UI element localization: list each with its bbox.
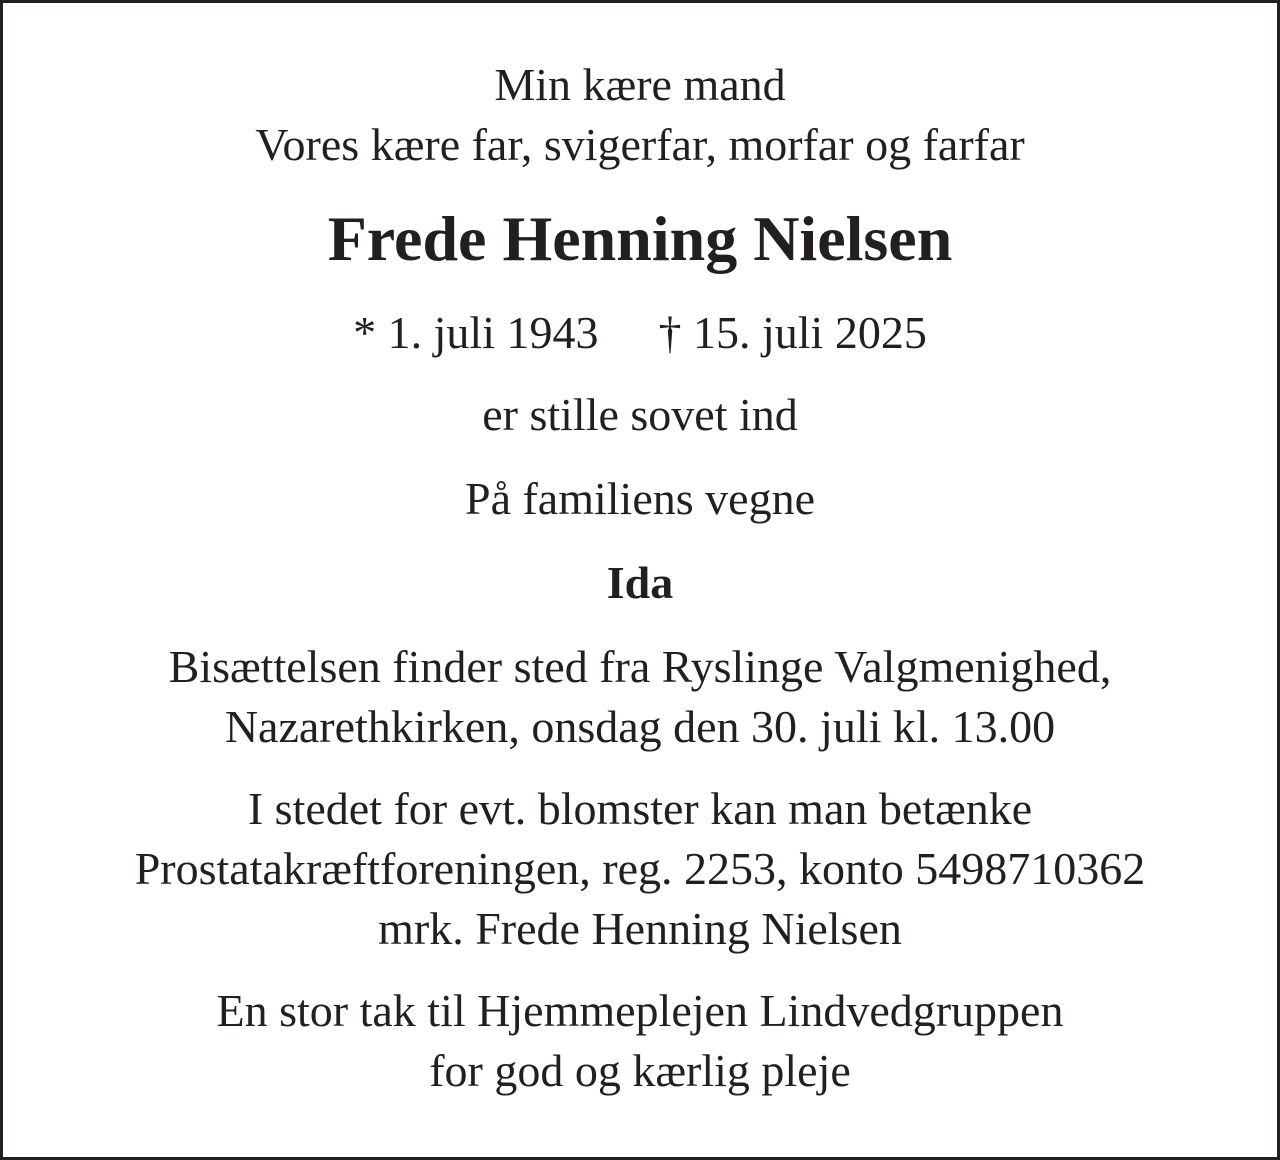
life-dates [3, 303, 1277, 363]
signer-name: Ida [606, 557, 674, 608]
thanks-line-1: En stor tak til Hjemmeplejen Lindvedgruppen [216, 985, 1064, 1036]
passed-away-text: er stille sovet ind [482, 389, 798, 440]
deceased-name: Frede Henning Nielsen [327, 203, 953, 274]
donation-line-2: Prostatakræftforeningen, reg. 2253, konto 5498710362 [134, 843, 1146, 894]
funeral-line-2: Nazarethkirken, onsdag den 30. juli kl. 13.00 [224, 701, 1056, 752]
death-date: † 15. juli 2025 [658, 307, 927, 358]
donation-line-1: I stedet for evt. blomster kan man betænke [247, 783, 1033, 834]
thanks-line-2: for god og kærlig pleje [429, 1045, 851, 1096]
donation-line-3: mrk. Frede Henning Nielsen [378, 903, 902, 954]
intro-line-1: Min kære mand [494, 59, 786, 110]
on-behalf-text: På familiens vegne [464, 473, 815, 524]
birth-date: * 1. juli 1943 [353, 307, 599, 358]
funeral-line-1: Bisættelsen finder sted fra Ryslinge Valgmenighed, [168, 641, 1112, 692]
intro-line-2: Vores kære far, svigerfar, morfar og farfar [255, 119, 1025, 170]
